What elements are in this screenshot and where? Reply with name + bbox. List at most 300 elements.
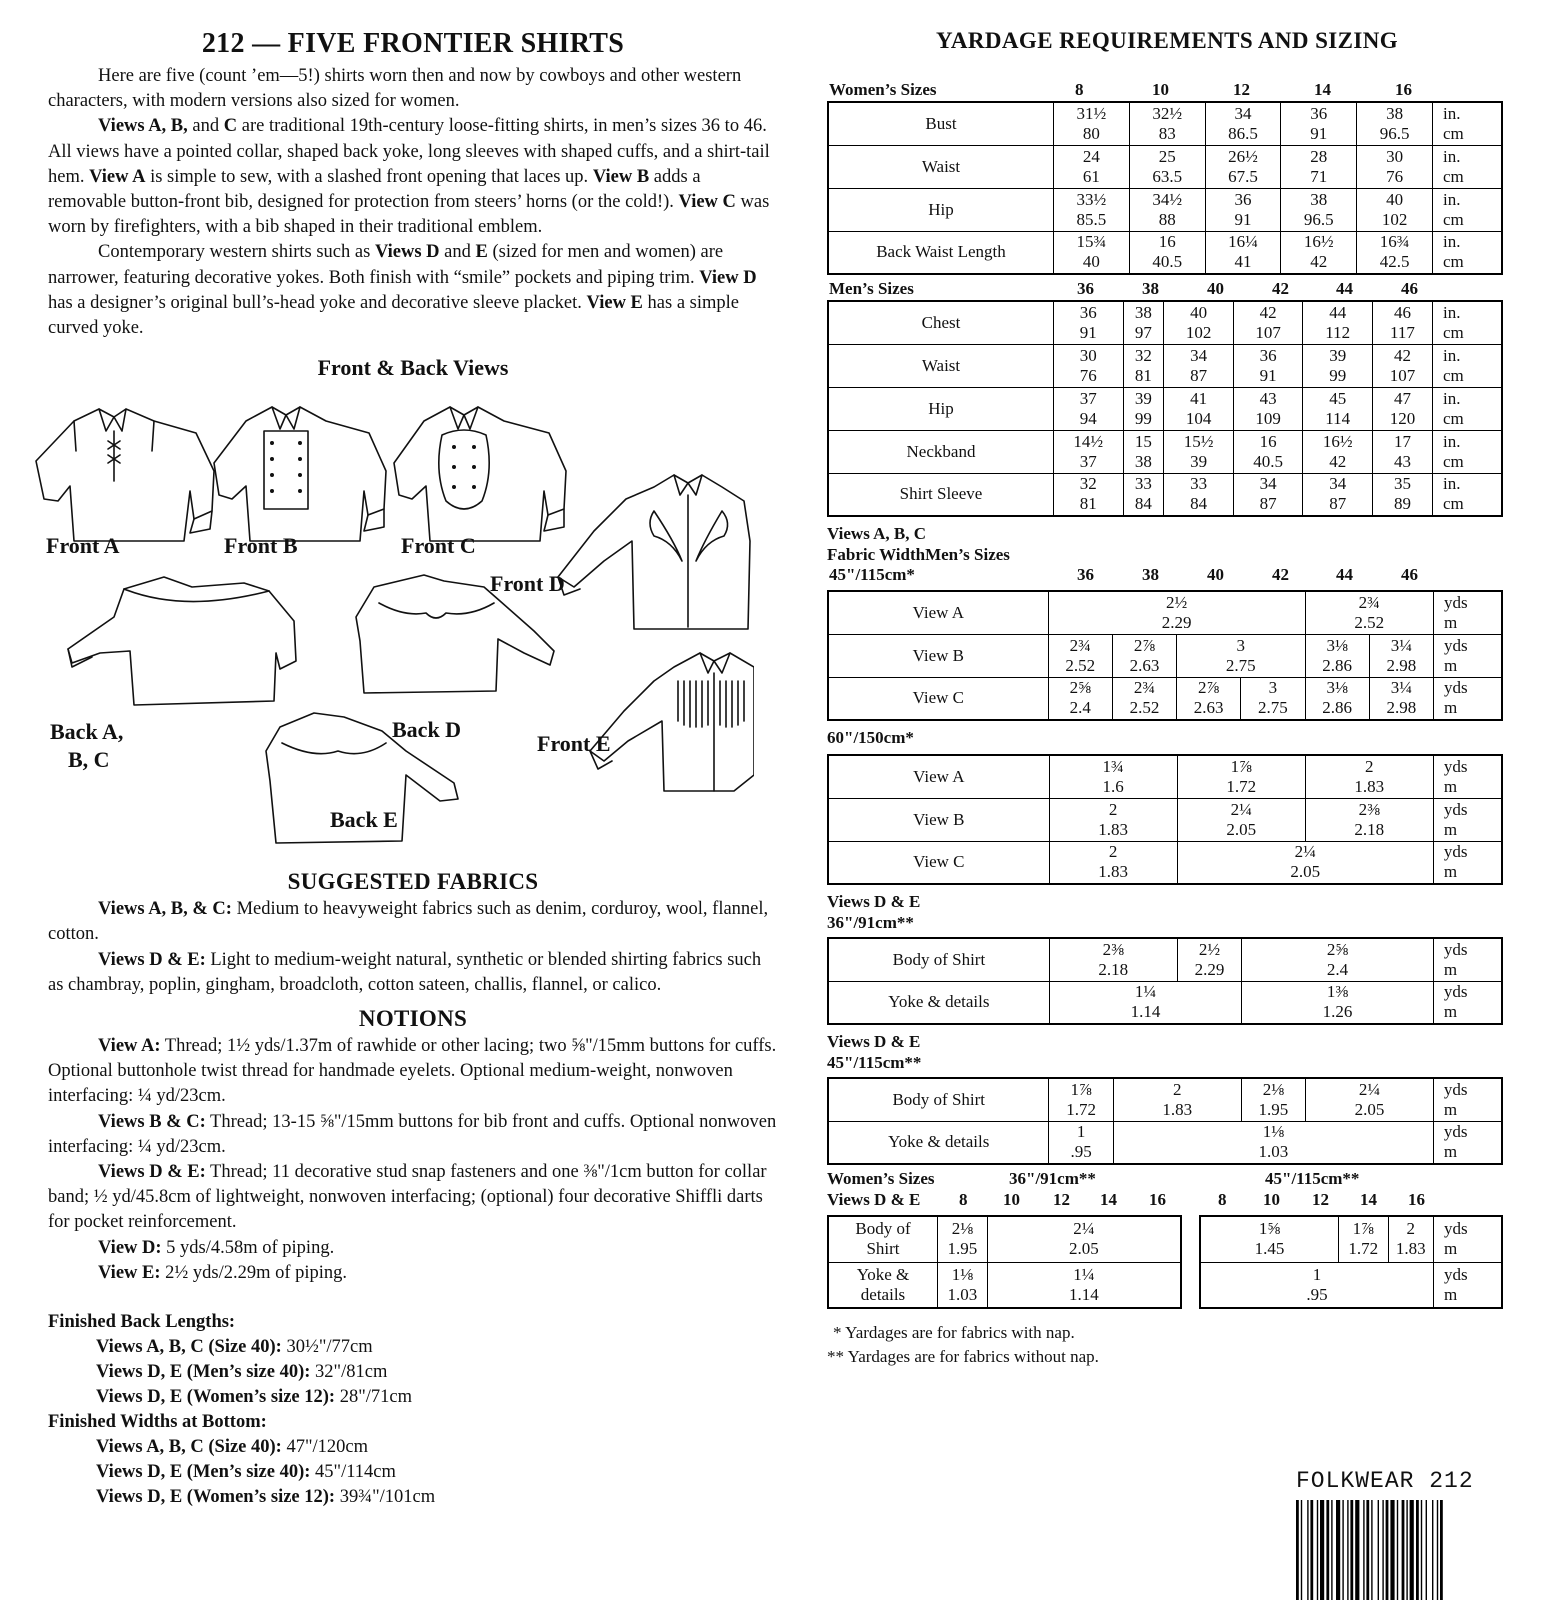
table-row: [828, 188, 1502, 231]
value-cell: [1305, 634, 1369, 677]
yardage-title: YARDAGE REQUIREMENTS AND SIZING: [935, 28, 1399, 53]
barcode-bar: [1350, 1500, 1353, 1600]
value-cell: [1303, 473, 1373, 516]
value-bottom: 1.83: [1098, 819, 1129, 839]
value-cell: [1242, 981, 1434, 1024]
value-top: 32: [1134, 345, 1152, 365]
value-bottom: cm: [1443, 365, 1464, 385]
value-cell: [1048, 634, 1112, 677]
value-bottom: 80: [1082, 123, 1100, 143]
value-top: 2½: [1165, 592, 1188, 612]
value-bottom: 43: [1393, 451, 1411, 471]
row-label: [828, 1216, 937, 1262]
value-cell: [1112, 634, 1176, 677]
value-cell: [1357, 145, 1433, 188]
value-bottom: 91: [1079, 322, 1097, 342]
womens-sizes-label: Women’s Sizes: [829, 80, 937, 99]
front-b-drawing: [214, 407, 386, 541]
value-top: 33½: [1076, 189, 1107, 209]
bold-run: Views B & C:: [98, 1111, 206, 1132]
value-bottom: .95: [1070, 1142, 1092, 1162]
value-cell: [1177, 634, 1305, 677]
size-heading: 14: [1360, 1190, 1377, 1209]
value-cell: [1164, 387, 1234, 430]
mens-sizes-label: Men’s Sizes: [829, 279, 914, 298]
back-abc-drawing: [68, 577, 296, 705]
value-cell: [1241, 677, 1305, 720]
row-label: Bust: [828, 102, 1054, 145]
row-label: View A: [828, 755, 1049, 798]
barcode-bar: [1342, 1500, 1343, 1600]
row-label: Shirt Sleeve: [828, 473, 1054, 516]
value-top: yds: [1444, 678, 1468, 698]
value-bottom: 2.18: [1098, 959, 1129, 979]
value-top: 2¼: [1230, 799, 1252, 819]
value-top: 1¼: [1073, 1264, 1095, 1284]
text-run: Here are five (count ’em—5!) shirts worn then and now by cowboys and other western characters, with modern versions also sized for women.: [48, 66, 742, 112]
text-run: has a designer’s original bull’s-head yoke and decorative sleeve placket.: [48, 292, 587, 313]
value-cell: [1049, 1078, 1113, 1121]
value-cell: [1112, 677, 1176, 720]
value-top: 2: [1173, 1079, 1182, 1099]
label-back-abc-line1: Back A,: [50, 719, 124, 745]
value-top: 15: [1134, 431, 1152, 451]
barcode-bar: [1331, 1500, 1332, 1600]
value-bottom: 97: [1134, 322, 1152, 342]
row-label: Yoke & details: [828, 981, 1049, 1024]
value-cell: [1049, 981, 1241, 1024]
fabrics-text: [48, 897, 778, 998]
paragraph: [48, 240, 778, 341]
value-cell: [1049, 841, 1177, 884]
value-top: in.: [1443, 146, 1461, 166]
value-cell: [1129, 188, 1205, 231]
size-heading: 8: [1075, 80, 1084, 99]
label-front-d: Front D: [490, 571, 565, 597]
value-top: 1⅜: [1326, 982, 1349, 1002]
value-bottom: 1.83: [1354, 776, 1385, 796]
value-bottom: 1.72: [1066, 1099, 1097, 1119]
value-top: 1: [1312, 1264, 1322, 1284]
barcode-bar: [1410, 1500, 1414, 1600]
value-bottom: 1.26: [1322, 1002, 1353, 1022]
finished-width-heading: Finished Widths at Bottom:: [48, 1412, 267, 1433]
size-heading: 14: [1100, 1190, 1117, 1209]
value-cell: [1433, 1078, 1502, 1121]
label-back-e: Back E: [330, 807, 398, 833]
value-bottom: 96.5: [1303, 209, 1334, 229]
value-cell: [1123, 430, 1164, 473]
finished-row: [48, 1485, 778, 1510]
value-cell: [1164, 473, 1234, 516]
shirt-drawings: [14, 391, 754, 861]
value-bottom: m: [1443, 1099, 1458, 1119]
value-top: in.: [1443, 103, 1461, 123]
value-top: yds: [1444, 635, 1468, 655]
womens-de-36-table: [827, 1215, 1182, 1309]
value-top: 2¼: [1358, 1079, 1381, 1099]
value-cell: [1433, 145, 1503, 188]
value-bottom: 91: [1310, 123, 1328, 143]
value-bottom: 96.5: [1379, 123, 1410, 143]
finished-row: [48, 1360, 778, 1385]
size-heading: 46: [1401, 565, 1418, 584]
finished-row: [48, 1335, 778, 1360]
value-bottom: 117: [1390, 322, 1415, 342]
value-cell: [1339, 1216, 1388, 1262]
paragraph: [48, 1160, 778, 1236]
table-row: [828, 473, 1502, 516]
value-cell: [1177, 677, 1241, 720]
finished-row-value: 39¾"/101cm: [335, 1487, 436, 1508]
row-label: View B: [828, 634, 1048, 677]
value-bottom: m: [1443, 1002, 1458, 1022]
value-cell: [1049, 1121, 1113, 1164]
value-cell: [1372, 473, 1432, 516]
value-top: 15½: [1183, 431, 1214, 451]
value-bottom: 2.18: [1354, 819, 1385, 839]
value-cell: [1129, 231, 1205, 274]
text-run: Contemporary western shirts such as: [98, 242, 375, 263]
label-back-d: Back D: [392, 717, 462, 743]
value-bottom: Shirt: [866, 1239, 900, 1259]
views-de-36-table: [827, 937, 1503, 1025]
paragraph: [48, 64, 778, 114]
value-cell: [1164, 430, 1234, 473]
wde-width-36: 36"/91cm**: [1009, 1169, 1096, 1188]
notions-text: [48, 1034, 778, 1286]
bold-run: View A: [89, 166, 146, 187]
value-top: 26½: [1228, 146, 1258, 166]
value-top: 1⅛: [951, 1264, 974, 1284]
size-heading: 10: [1003, 1190, 1020, 1209]
value-top: 41: [1190, 388, 1208, 408]
value-cell: [1305, 755, 1433, 798]
bold-run: View B: [592, 166, 650, 187]
value-top: 38: [1134, 302, 1152, 322]
value-cell: [1433, 344, 1503, 387]
value-bottom: cm: [1443, 451, 1464, 471]
barcode-bar: [1317, 1500, 1318, 1600]
value-bottom: 94: [1079, 408, 1097, 428]
table-row: [828, 1121, 1502, 1164]
value-top: 2⅛: [951, 1219, 974, 1239]
value-top: Yoke &: [856, 1264, 910, 1284]
value-top: 2⅝: [1069, 678, 1091, 698]
size-heading: 40: [1207, 279, 1224, 298]
value-top: 14½: [1073, 431, 1104, 451]
paragraph: [48, 1236, 778, 1261]
value-bottom: 84: [1134, 494, 1152, 514]
value-top: 33: [1190, 474, 1208, 494]
front-c-drawing: [394, 407, 566, 541]
womens-de-header-1: [827, 1169, 1527, 1190]
value-top: 3¼: [1390, 635, 1412, 655]
finished-row-value: 28"/71cm: [335, 1387, 413, 1408]
value-bottom: 87: [1329, 494, 1347, 514]
row-label: Chest: [828, 301, 1054, 344]
intro-text: [48, 64, 778, 341]
value-cell: [1433, 755, 1502, 798]
value-bottom: 2.05: [1226, 819, 1257, 839]
size-heading: 40: [1207, 565, 1224, 584]
barcode-bar: [1320, 1500, 1324, 1600]
value-bottom: 42: [1329, 451, 1347, 471]
value-bottom: cm: [1443, 252, 1464, 272]
value-bottom: 83: [1158, 123, 1176, 143]
value-cell: [1200, 1216, 1339, 1262]
barcode-bar: [1432, 1500, 1433, 1600]
value-cell: [1241, 1078, 1305, 1121]
womens-de-tables: [827, 1215, 1527, 1315]
value-cell: [1054, 387, 1124, 430]
table-row: [828, 344, 1502, 387]
front-a-drawing: [36, 409, 214, 541]
value-bottom: 1.83: [1162, 1099, 1193, 1119]
value-bottom: m: [1444, 698, 1458, 718]
value-top: 3: [1236, 635, 1246, 655]
size-heading: 16: [1408, 1190, 1425, 1209]
value-bottom: 2.98: [1386, 655, 1417, 675]
value-cell: [1123, 301, 1164, 344]
value-cell: [1303, 387, 1373, 430]
size-heading: 10: [1263, 1190, 1280, 1209]
value-top: 1⅞: [1230, 756, 1252, 776]
value-cell: [1303, 430, 1373, 473]
value-bottom: cm: [1443, 494, 1464, 514]
value-top: 16½: [1322, 431, 1353, 451]
bold-run: View D:: [98, 1237, 162, 1258]
value-cell: [1049, 798, 1177, 841]
value-top: 28: [1310, 146, 1328, 166]
text-run: Thread; 11 decorative stud snap fasteners and one ⅜"/1cm button for collar band; ½ yd/45.8cm of lightweight, nonwoven interfacing; (optional) four decorative Shiffli darts for pocket reinforcement.: [48, 1162, 767, 1233]
row-label: View A: [828, 591, 1048, 634]
value-cell: [1433, 841, 1502, 884]
text-run: adds a removable button-front bib, designed for protection from steers’ horns (or the cold!).: [48, 166, 701, 213]
value-bottom: 87: [1190, 365, 1208, 385]
row-label: Hip: [828, 387, 1054, 430]
value-top: in.: [1443, 431, 1461, 451]
value-top: 2: [1365, 756, 1374, 776]
barcode-bar: [1347, 1500, 1348, 1600]
finished-width-list: [48, 1435, 778, 1510]
finished-back-heading: Finished Back Lengths:: [48, 1312, 236, 1333]
bold-run: View A:: [98, 1036, 161, 1057]
value-top: 16¾: [1379, 232, 1410, 252]
value-bottom: 1.83: [1098, 862, 1129, 882]
value-bottom: 91: [1259, 365, 1277, 385]
abc45-width-label: 45"/115cm*: [829, 565, 915, 584]
bold-run: Views A, B, & C:: [98, 899, 232, 920]
de36-caption-1: Views D & E: [827, 892, 921, 911]
value-cell: [1433, 473, 1503, 516]
barcode-bar: [1426, 1500, 1427, 1600]
value-top: 2¼: [1073, 1219, 1095, 1239]
value-top: 2⅞: [1133, 635, 1156, 655]
value-cell: [1372, 387, 1432, 430]
value-top: 3¼: [1390, 678, 1412, 698]
mens-measurements-table: [827, 300, 1503, 517]
value-cell: [1372, 430, 1432, 473]
value-cell: [1054, 430, 1124, 473]
size-heading: 42: [1272, 279, 1289, 298]
value-top: 1: [1076, 1122, 1086, 1142]
finished-row: [48, 1385, 778, 1410]
row-label: View C: [828, 677, 1048, 720]
value-bottom: 2.52: [1129, 698, 1160, 718]
finished-row-value: 30½"/77cm: [281, 1337, 373, 1358]
value-top: 1⅞: [1352, 1219, 1374, 1239]
value-top: 38: [1386, 103, 1404, 123]
value-top: in.: [1443, 345, 1461, 365]
value-bottom: 41: [1234, 252, 1252, 272]
text-run: Thread; 13-15 ⅝"/15mm buttons for bib front and cuffs. Optional nonwoven interfacing: ¼ yd/23cm.: [48, 1111, 777, 1157]
note-with-nap: * Yardages are for fabrics with nap.: [833, 1323, 1075, 1342]
value-cell: [1433, 387, 1503, 430]
value-cell: [1433, 301, 1503, 344]
value-bottom: cm: [1443, 123, 1464, 143]
table-row: [828, 1216, 1181, 1262]
size-heading: 38: [1142, 565, 1159, 584]
de36-caption-2: 36"/91cm**: [827, 913, 914, 932]
value-cell: [1054, 344, 1124, 387]
note-without-nap: ** Yardages are for fabrics without nap.: [827, 1347, 1099, 1366]
size-heading: 12: [1312, 1190, 1329, 1209]
value-bottom: 61: [1082, 166, 1100, 186]
de45-caption-2: 45"/115cm**: [827, 1053, 922, 1072]
table-row: [828, 841, 1502, 884]
value-top: 2⅜: [1358, 799, 1380, 819]
value-bottom: 109: [1255, 408, 1281, 428]
value-cell: [1233, 301, 1303, 344]
size-heading: 12: [1053, 1190, 1070, 1209]
value-cell: [1123, 387, 1164, 430]
value-top: 40: [1190, 302, 1208, 322]
value-top: yds: [1443, 1079, 1468, 1099]
value-top: 24: [1082, 146, 1100, 166]
value-top: 42: [1393, 345, 1411, 365]
table-row: [828, 145, 1502, 188]
value-bottom: 2.4: [1326, 959, 1349, 979]
value-bottom: 40.5: [1152, 252, 1183, 272]
barcode-bar: [1355, 1500, 1359, 1600]
size-heading: 10: [1152, 80, 1169, 99]
value-cell: [1357, 231, 1433, 274]
value-bottom: m: [1444, 612, 1458, 632]
value-top: 2⅜: [1102, 939, 1124, 959]
value-cell: [1054, 473, 1124, 516]
value-cell: [1433, 981, 1502, 1024]
value-cell: [1233, 473, 1303, 516]
value-cell: [1129, 145, 1205, 188]
value-bottom: 63.5: [1152, 166, 1183, 186]
table-row: [828, 755, 1502, 798]
value-cell: [1369, 677, 1433, 720]
value-cell: [1164, 344, 1234, 387]
value-bottom: 88: [1158, 209, 1176, 229]
table-row: [828, 591, 1502, 634]
text-run: are traditional 19th-century loose-fitting shirts, in men’s sizes 36 to 46. All views have a pointed collar, shaped back yoke, long sleeves with shaped cuffs, and a shirt-tail hem.: [48, 116, 770, 187]
text-run: 5 yds/4.58m of piping.: [161, 1237, 335, 1258]
value-bottom: 1.14: [1069, 1284, 1099, 1304]
barcode-bar: [1326, 1500, 1329, 1600]
value-cell: [937, 1216, 987, 1262]
value-top: 2: [1108, 842, 1118, 862]
value-bottom: 2.05: [1290, 862, 1321, 882]
row-label: Yoke & details: [828, 1121, 1049, 1164]
row-label: [828, 1262, 937, 1308]
value-top: 16: [1259, 431, 1277, 451]
value-top: 1⅝: [1258, 1219, 1281, 1239]
text-run: 2½ yds/2.29m of piping.: [160, 1262, 348, 1283]
value-top: in.: [1443, 474, 1461, 494]
table-row: [828, 231, 1502, 274]
value-cell: [987, 1216, 1181, 1262]
value-bottom: 39: [1190, 451, 1208, 471]
value-bottom: 2.86: [1322, 655, 1353, 675]
value-bottom: 2.98: [1386, 698, 1417, 718]
value-top: 2: [1108, 799, 1118, 819]
barcode-bar: [1307, 1500, 1308, 1600]
value-cell: [1123, 344, 1164, 387]
right-column: [827, 28, 1527, 1369]
paragraph: [48, 114, 778, 240]
table-row: [828, 981, 1502, 1024]
value-cell: [1434, 591, 1503, 634]
value-bottom: 2.52: [1354, 612, 1385, 632]
value-bottom: 2.05: [1354, 1099, 1385, 1119]
size-heading: 36: [1077, 279, 1094, 298]
value-bottom: 2.75: [1225, 655, 1256, 675]
value-cell: [1177, 755, 1305, 798]
text-run: and: [439, 242, 476, 263]
size-heading: 38: [1142, 279, 1159, 298]
value-top: 17: [1393, 431, 1411, 451]
bold-run: Views D & E:: [98, 949, 206, 970]
value-top: 3: [1268, 678, 1278, 698]
label-front-c: Front C: [401, 533, 476, 559]
front-e-drawing: [590, 653, 754, 791]
value-bottom: m: [1444, 1284, 1458, 1304]
value-bottom: 102: [1381, 209, 1408, 229]
table-row: [828, 430, 1502, 473]
womens-de-45-table: [1199, 1215, 1503, 1309]
value-top: in.: [1443, 232, 1461, 252]
value-top: 1¼: [1134, 982, 1157, 1002]
value-cell: [1129, 102, 1205, 145]
finished-row-label: Views D, E (Women’s size 12):: [96, 1487, 336, 1508]
value-cell: [1048, 591, 1305, 634]
womens-measurements-table: [827, 101, 1503, 275]
value-cell: [1305, 677, 1369, 720]
value-bottom: 1.14: [1130, 1002, 1161, 1022]
value-top: yds: [1443, 842, 1468, 862]
de45-caption-1: Views D & E: [827, 1032, 921, 1051]
value-bottom: 1.72: [1226, 776, 1257, 796]
bold-run: Views A, B,: [98, 116, 188, 137]
bold-run: C: [223, 116, 238, 137]
value-top: yds: [1444, 1264, 1468, 1284]
value-top: 36: [1310, 103, 1328, 123]
barcode-bar: [1336, 1500, 1340, 1600]
bold-run: View C: [678, 192, 736, 213]
value-cell: [1433, 798, 1502, 841]
value-top: yds: [1443, 982, 1468, 1002]
value-bottom: 112: [1325, 322, 1351, 342]
value-bottom: 86.5: [1228, 123, 1258, 143]
value-top: 34½: [1152, 189, 1183, 209]
value-cell: [1357, 102, 1433, 145]
